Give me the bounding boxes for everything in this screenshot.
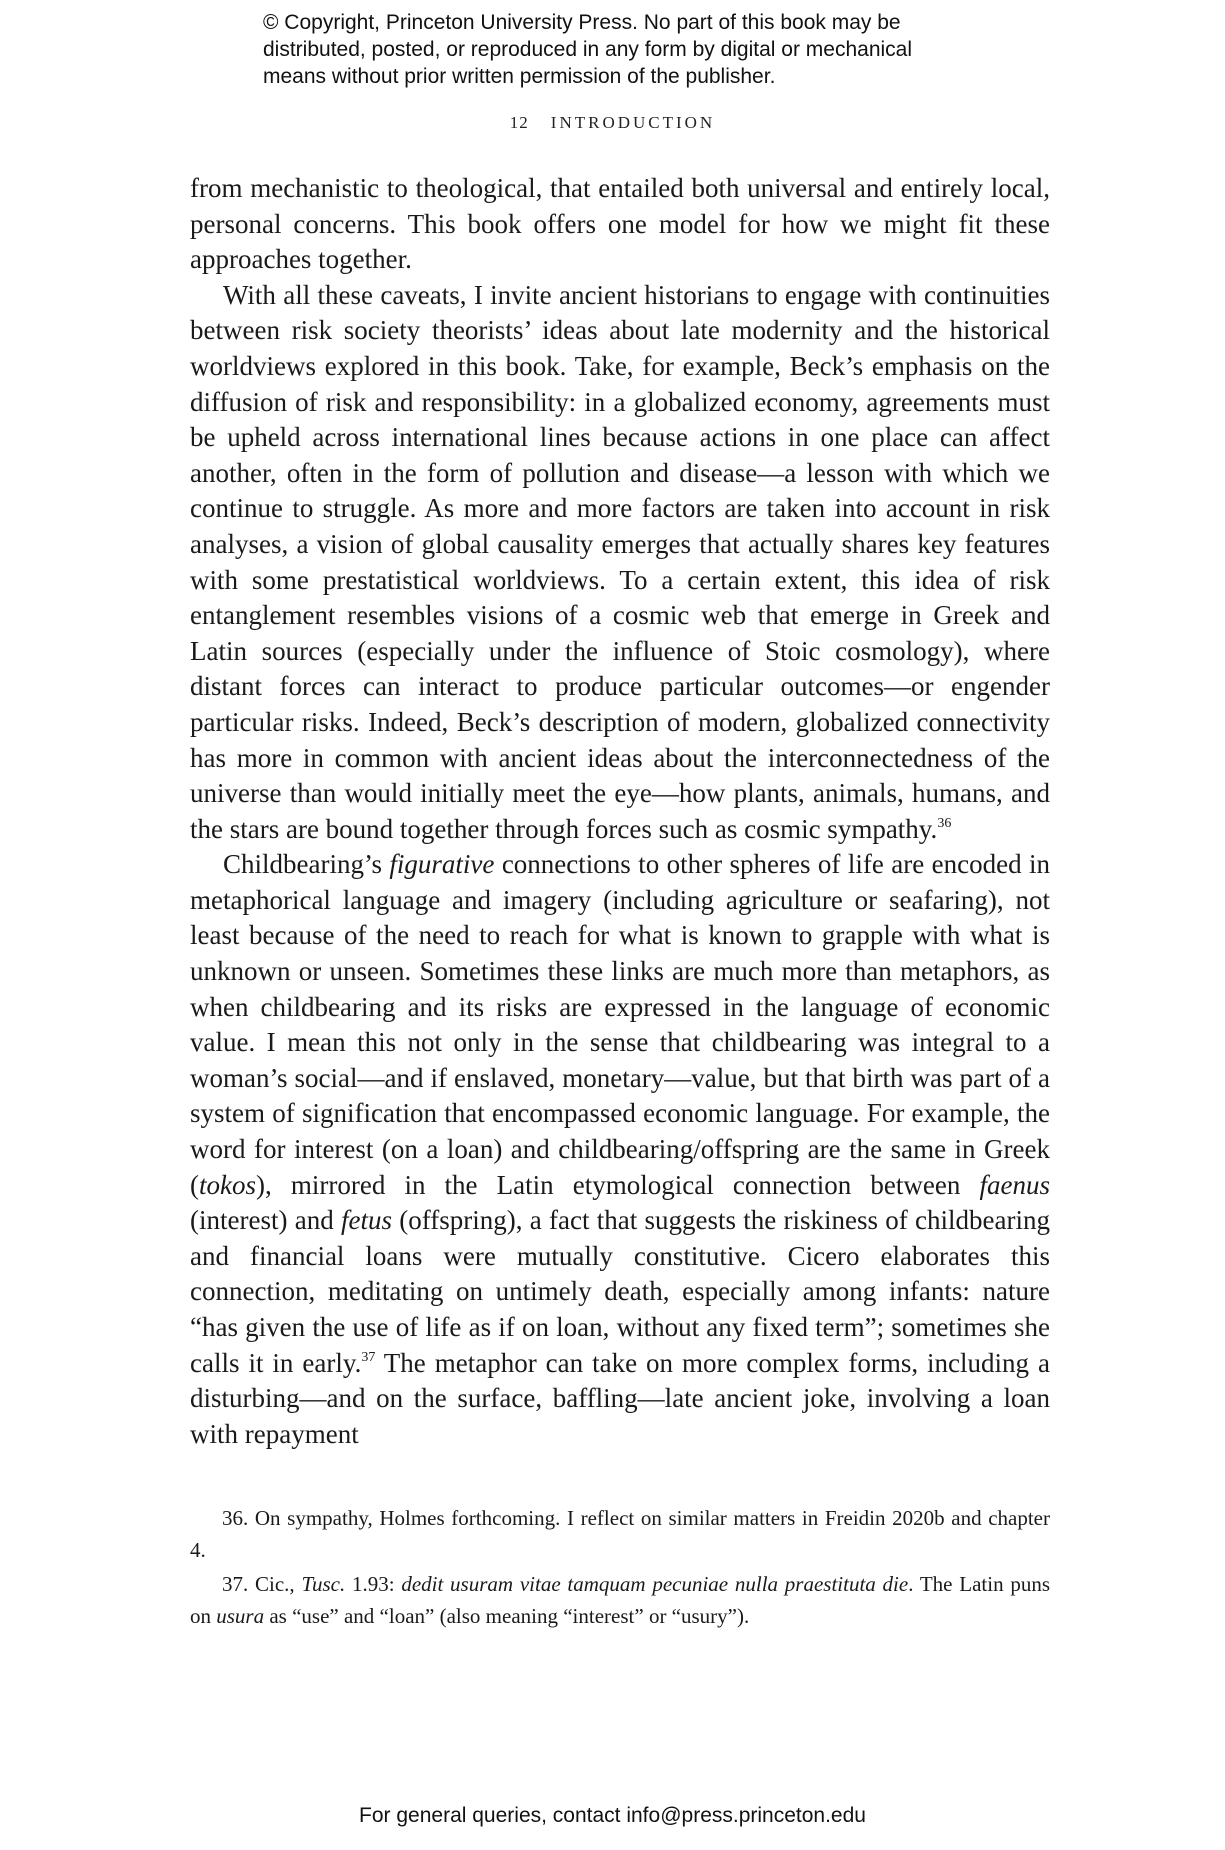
paragraph-3-text: (interest) and <box>190 1205 341 1236</box>
paragraph-3-text: ), mirrored in the Latin etymological connection between <box>256 1169 980 1200</box>
footnote-37-emphasis: Tusc. <box>301 1572 346 1596</box>
emphasis-fetus: fetus <box>340 1205 392 1236</box>
footnote-37-text: . The Latin puns on <box>190 1572 1050 1628</box>
footnote-37-text: 37. Cic., <box>222 1572 302 1596</box>
emphasis-tokos: tokos <box>199 1169 256 1200</box>
emphasis-faenus: faenus <box>979 1169 1050 1200</box>
footnote-ref-36[interactable]: 36 <box>937 815 952 831</box>
paragraph-3 <box>190 847 1050 1452</box>
paragraph-2 <box>190 278 1050 848</box>
main-text <box>190 171 1050 1452</box>
paragraph-3-text: (offspring), a fact that suggests the riskiness of childbearing and financial loans were mutually constitutive. Cicero elaborates this connection, meditating on untimely death, especially among infants: nature “has given the use of life as if on loan, without any fixed term”; sometimes she calls it in early. <box>190 1205 1051 1378</box>
footnote-37-text: as “use” and “loan” (also meaning “interest” or “usury”). <box>264 1604 750 1628</box>
paragraph-3-text: connections to other spheres of life are encoded in metaphorical language and imagery (including agriculture or seafaring), not least because of the need to reach for what is known to grapple with what is unknown or unseen. Sometimes these links are much more than metaphors, as when childbearing and its risks are expressed in the language of economic value. I mean this not only in the sense that childbearing was integral to a woman’s social—and if enslaved, monetary—value, but that birth was part of a system of signification that encompassed economic language. For example, the word for interest (on a loan) and childbearing/offspring are the same in Greek ( <box>190 849 1050 1200</box>
running-head <box>0 113 1225 133</box>
footnote-37-latin-quote: dedit usuram vitae tamquam pecuniae nulla praestituta die <box>401 1572 909 1596</box>
copyright-line-1: © Copyright, Princeton University Press. No part of this book may be <box>263 11 901 34</box>
footnote-ref-37[interactable]: 37 <box>361 1349 376 1365</box>
footnote-37-text: 1.93: <box>345 1572 402 1596</box>
footnote-36: 36. On sympathy, Holmes forthcoming. I reflect on similar matters in Freidin 2020b and chapter 4. <box>190 1506 1050 1562</box>
copyright-line-3: means without prior written permission of the publisher. <box>263 65 776 88</box>
paragraph-2-text: With all these caveats, I invite ancient historians to engage with continuities between risk society theorists’ ideas about late modernity and the historical worldviews explored in this book. Take, for example, Beck’s emphasis on the diffusion of risk and responsibility: in a globalized economy, agreements must be upheld across international lines because actions in one place can affect another, often in the form of pollution and disease—a lesson with which we continue to struggle. As more and more factors are taken into account in risk analyses, a vision of global causality emerges that actually shares key features with some prestatistical worldviews. To a certain extent, this idea of risk entanglement resembles visions of a cosmic web that emerge in Greek and Latin sources (especially under the influence of Stoic cosmology), where distant forces can interact to produce particular outcomes—or engender particular risks. Indeed, Beck’s description of modern, globalized connectivity has more in common with ancient ideas about the interconnectedness of the universe than would initially meet the eye—how plants, animals, humans, and the stars are bound together through forces such as cosmic sympathy. <box>190 279 1050 844</box>
paragraph-3-text: The metaphor can take on more complex forms, including a disturbing—and on the surface, baffling—late ancient joke, involving a loan with repayment <box>190 1347 1050 1449</box>
footnotes <box>190 1502 1050 1634</box>
paragraph-1: from mechanistic to theological, that entailed both universal and entirely local, personal concerns. This book offers one model for how we might fit these approaches together. <box>190 173 1050 275</box>
copyright-notice <box>263 9 1023 90</box>
paragraph-3-text: Childbearing’s <box>223 849 390 880</box>
running-head-title: INTRODUCTION <box>550 113 716 132</box>
emphasis-figurative: figurative <box>389 849 495 880</box>
footer-contact: For general queries, contact info@press.princeton.edu <box>359 1804 866 1827</box>
copyright-line-2: distributed, posted, or reproduced in any form by digital or mechanical <box>263 38 913 61</box>
page-number: 12 <box>509 113 529 132</box>
footnote-37 <box>190 1568 1050 1632</box>
footnote-37-emphasis: usura <box>216 1604 265 1628</box>
